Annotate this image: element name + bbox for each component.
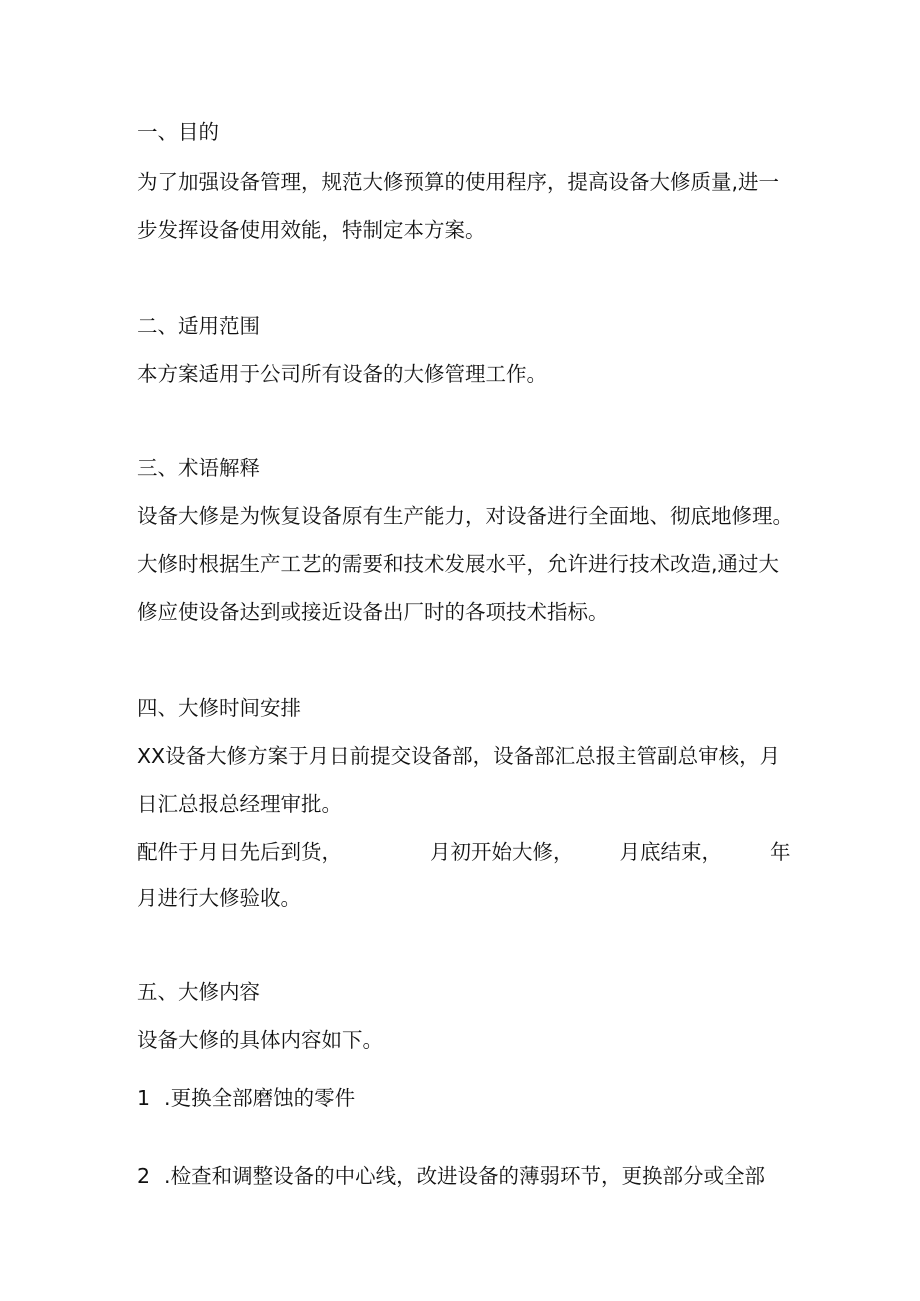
schedule-part-end: 月底结束， <box>619 840 722 864</box>
schedule-part-year: 年 <box>770 840 791 864</box>
paragraph-line: 本方案适用于公司所有设备的大修管理工作。 <box>137 362 547 386</box>
paragraph-line: 月进行大修验收。 <box>137 886 301 910</box>
list-item <box>137 1084 355 1112</box>
paragraph-line: 大修时根据生产工艺的需要和技术发展水平，允许进行技术改造,通过大 <box>137 552 780 576</box>
section-heading-terms: 三、术语解释 <box>137 456 260 480</box>
section-heading-scope: 二、适用范围 <box>137 314 260 338</box>
paragraph-line: 为了加强设备管理，规范大修预算的使用程序，提高设备大修质量,进一 <box>137 170 780 194</box>
schedule-part-parts-arrival: 配件于月日先后到货， <box>137 840 342 864</box>
list-item-text: .更换全部磨蚀的零件 <box>164 1086 356 1110</box>
schedule-part-start: 月初开始大修， <box>430 840 574 864</box>
paragraph-line: 设备大修的具体内容如下。 <box>137 1028 383 1052</box>
list-item-text: .检查和调整设备的中心线，改进设备的薄弱环节，更换部分或全部 <box>164 1164 766 1188</box>
list-item-number: 2 <box>137 1164 151 1188</box>
list-item-number: 1 <box>137 1086 151 1110</box>
paragraph-line: 设备大修是为恢复设备原有生产能力，对设备进行全面地、彻底地修理。 <box>137 504 793 528</box>
section-heading-schedule: 四、大修时间安排 <box>137 696 301 720</box>
paragraph-line: 日汇总报总经理审批。 <box>137 792 342 816</box>
list-item <box>137 1162 765 1190</box>
paragraph-line: 步发挥设备使用效能，特制定本方案。 <box>137 218 486 242</box>
section-heading-purpose: 一、目的 <box>137 120 219 144</box>
schedule-line <box>137 838 791 866</box>
section-heading-content: 五、大修内容 <box>137 980 260 1004</box>
paragraph-line: XX设备大修方案于月日前提交设备部，设备部汇总报主管副总审核，月 <box>137 744 781 768</box>
paragraph-line: 修应使设备达到或接近设备出厂时的各项技术指标。 <box>137 600 609 624</box>
